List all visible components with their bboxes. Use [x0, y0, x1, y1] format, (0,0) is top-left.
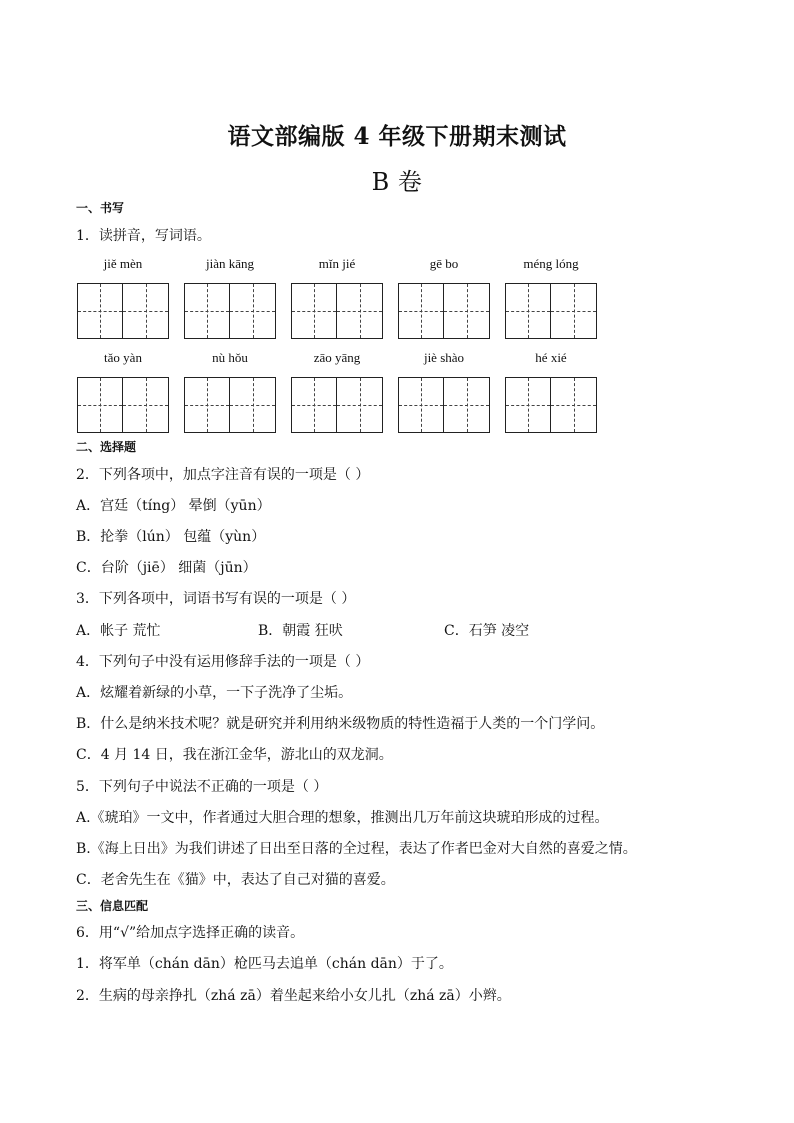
writing-grid[interactable]: [291, 283, 383, 339]
pinyin-label: tǎo yàn: [104, 350, 142, 365]
writing-grid[interactable]: [77, 283, 169, 339]
question-1-stem: 1．读拼音，写词语。: [76, 228, 211, 244]
question-6-stem: 6．用“√”给加点字选择正确的读音。: [76, 925, 305, 941]
question-4-option-c[interactable]: C．4 月 14 日，我在浙江金华，游北山的双龙洞。: [76, 747, 393, 763]
pinyin-label: jiě mèn: [103, 256, 143, 271]
section-heading-choice: 二、选择题: [76, 440, 137, 454]
page-title: 语文部编版 4 年级下册期末测试: [227, 123, 567, 150]
writing-grid[interactable]: [398, 377, 490, 433]
pinyin-label: mǐn jié: [318, 256, 356, 271]
writing-grid[interactable]: [505, 283, 597, 339]
pinyin-label: méng lóng: [523, 256, 579, 271]
question-3-stem: 3．下列各项中，词语书写有误的一项是（ ）: [76, 591, 356, 607]
question-3-option-a[interactable]: A．帐子 荒忙: [76, 623, 161, 639]
question-5-stem: 5．下列句子中说法不正确的一项是（ ）: [76, 779, 328, 795]
pinyin-label: nù hǒu: [212, 350, 248, 365]
pinyin-label: gē bo: [429, 256, 459, 271]
question-2-option-b[interactable]: B．抡拳（lún） 包蕴（yùn）: [76, 529, 266, 545]
section-heading-matching: 三、信息匹配: [76, 899, 149, 913]
question-2-stem: 2．下列各项中，加点字注音有误的一项是（ ）: [76, 467, 370, 483]
question-4-stem: 4．下列句子中没有运用修辞手法的一项是（ ）: [76, 654, 370, 670]
writing-grid[interactable]: [184, 377, 276, 433]
writing-grid[interactable]: [184, 283, 276, 339]
question-3-option-b[interactable]: B．朝霞 狂吠: [258, 623, 343, 639]
question-5-option-b[interactable]: B.《海上日出》为我们讲述了日出至日落的全过程，表达了作者巴金对大自然的喜爱之情。: [76, 841, 637, 857]
question-6-item-2[interactable]: 2．生病的母亲挣扎（zhá zā）着坐起来给小女儿扎（zhá zā）小辫。: [76, 988, 511, 1004]
question-2-option-c[interactable]: C．台阶（jiē） 细菌（jūn）: [76, 560, 257, 576]
question-4-option-b[interactable]: B．什么是纳米技术呢？就是研究并利用纳米级物质的特性造福于人类的一个门学问。: [76, 716, 605, 732]
question-3-option-c[interactable]: C．石笋 凌空: [444, 623, 530, 639]
writing-grid[interactable]: [77, 377, 169, 433]
question-6-item-1[interactable]: 1．将军单（chán dān）枪匹马去追单（chán dān）于了。: [76, 956, 453, 972]
writing-grid[interactable]: [291, 377, 383, 433]
writing-grid[interactable]: [398, 283, 490, 339]
question-5-option-c[interactable]: C．老舍先生在《猫》中，表达了自己对猫的喜爱。: [76, 872, 395, 888]
writing-grid[interactable]: [505, 377, 597, 433]
pinyin-label: jiè shào: [423, 350, 465, 365]
question-2-option-a[interactable]: A．宫廷（tíng） 晕倒（yūn）: [76, 498, 271, 514]
pinyin-label: jiàn kāng: [205, 256, 254, 271]
section-heading-writing: 一、书写: [76, 201, 125, 215]
question-5-option-a[interactable]: A.《琥珀》一文中，作者通过大胆合理的想象，推测出几万年前这块琥珀形成的过程。: [76, 810, 609, 826]
question-4-option-a[interactable]: A．炫耀着新绿的小草，一下子洗净了尘垢。: [76, 685, 353, 701]
pinyin-label: hé xié: [535, 350, 567, 365]
pinyin-label: zāo yāng: [313, 350, 361, 365]
page-subtitle: B 卷: [371, 168, 423, 196]
